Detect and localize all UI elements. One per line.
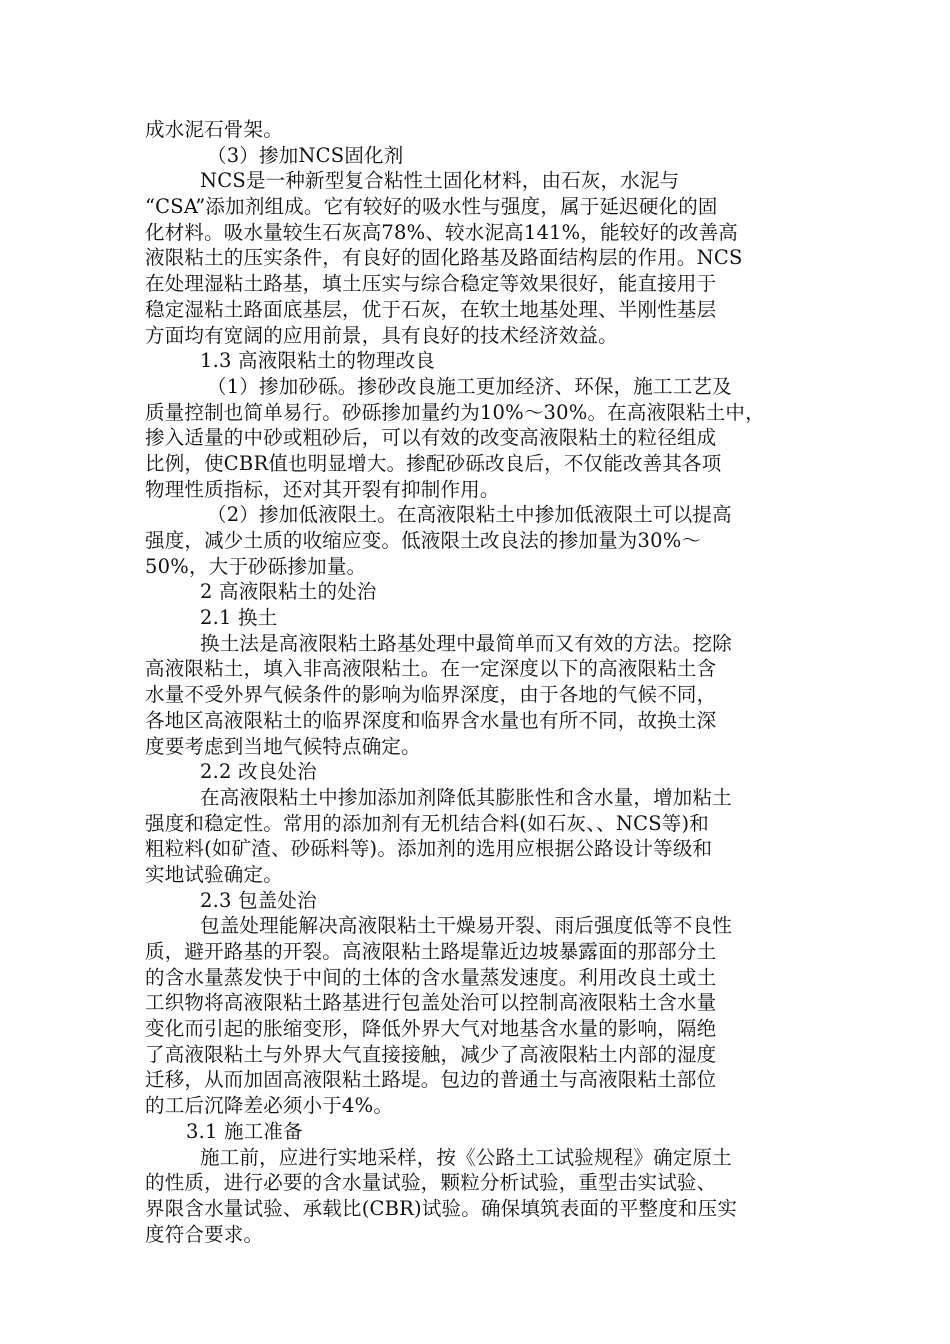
text-line: 变化而引起的胀缩变形，降低外界大气对地基含水量的影响，隔绝 — [145, 1017, 717, 1041]
text-line: 在高液限粘土中掺加添加剂降低其膨胀性和含水量，增加粘土 — [200, 785, 732, 809]
text-line: 的工后沉降差必须小于4%。 — [145, 1094, 394, 1118]
text-line: 度要考虑到当地气候特点确定。 — [145, 734, 421, 758]
section-heading: 3.1 施工准备 — [186, 1119, 303, 1143]
text-line: 的含水量蒸发快于中间的土体的含水量蒸发速度。利用改良土或土 — [145, 965, 717, 989]
text-line: 稳定湿粘土路面底基层，优于石灰，在软土地基处理、半刚性基层 — [145, 297, 717, 321]
text-line: （2）掺加低液限土。在高液限粘土中掺加低液限土可以提高 — [207, 503, 732, 527]
text-line: 质，避开路基的开裂。高液限粘土路堤靠近边坡暴露面的那部分土 — [145, 940, 717, 963]
text-line: “CSA”添加剂组成。它有较好的吸水性与强度，属于延迟硬化的固 — [145, 195, 718, 219]
text-line: 化材料。吸水量较生石灰高78%、较水泥高141%，能较好的改善高 — [145, 220, 738, 244]
text-line: 包盖处理能解决高液限粘土干燥易开裂、雨后强度低等不良性 — [200, 914, 732, 938]
text-line: 迁移，从而加固高液限粘土路堤。包边的普通土与高液限粘土部位 — [145, 1068, 717, 1092]
text-line: 50%，大于砂砾掺加量。 — [145, 554, 367, 578]
text-line: 成水泥石骨架。 — [145, 118, 283, 141]
text-line: 了高液限粘土与外界大气直接接触，减少了高液限粘土内部的湿度 — [145, 1042, 717, 1066]
subheading: （3）掺加NCS固化剂 — [207, 143, 404, 167]
section-heading: 2.3 包盖处治 — [200, 888, 317, 912]
text-line: 在处理湿粘土路基，填土压实与综合稳定等效果很好，能直接用于 — [145, 272, 717, 296]
text-line: NCS是一种新型复合粘性土固化材料，由石灰，水泥与 — [200, 169, 680, 193]
text-line: 工织物将高液限粘土路基进行包盖处治可以控制高液限粘土含水量 — [145, 991, 717, 1015]
text-line: 实地试验确定。 — [145, 862, 283, 886]
text-line: 强度，减少土质的收缩应变。低液限土改良法的掺加量为30%～ — [145, 529, 702, 552]
text-line: （1）掺加砂砾。掺砂改良施工更加经济、环保，施工工艺及 — [207, 374, 732, 398]
section-heading: 2 高液限粘土的处治 — [200, 580, 377, 604]
text-line: 液限粘土的压实条件，有良好的固化路基及路面结构层的作用。NCS — [145, 246, 743, 270]
text-line: 界限含水量试验、承载比(CBR)试验。确保填筑表面的平整度和压实 — [145, 1196, 738, 1220]
text-line: 水量不受外界气候条件的影响为临界深度，由于各地的气候不同， — [145, 683, 717, 707]
text-line: 物理性质指标，还对其开裂有抑制作用。 — [145, 477, 500, 501]
text-line: 粗粒料(如矿渣、砂砾料等)。添加剂的选用应根据公路设计等级和 — [145, 837, 713, 861]
section-heading: 2.1 换土 — [200, 606, 278, 630]
text-line: 的性质，进行必要的含水量试验，颗粒分析试验，重型击实试验、 — [145, 1171, 717, 1195]
text-line: 换土法是高液限粘土路基处理中最简单而又有效的方法。挖除 — [200, 631, 732, 655]
text-line: 强度和稳定性。常用的添加剂有无机结合料(如石灰、、NCS等)和 — [145, 811, 710, 835]
text-line: 比例，使CBR值也明显增大。掺配砂砾改良后，不仅能改善其各项 — [145, 451, 722, 475]
section-heading: 2.2 改良处治 — [200, 760, 317, 784]
document-body — [145, 117, 805, 1247]
text-line: 各地区高液限粘土的临界深度和临界含水量也有所不同，故换土深 — [145, 708, 717, 732]
text-line: 掺入适量的中砂或粗砂后，可以有效的改变高液限粘土的粒径组成 — [145, 426, 717, 450]
text-line: 施工前，应进行实地采样，按《公路土工试验规程》确定原土 — [200, 1145, 732, 1169]
text-line: 质量控制也简单易行。砂砾掺加量约为10%～30%。在高液限粘土中， — [145, 400, 765, 424]
section-heading: 1.3 高液限粘土的物理改良 — [200, 349, 436, 373]
text-line: 方面均有宽阔的应用前景，具有良好的技术经济效益。 — [145, 323, 618, 347]
text-line: 度符合要求。 — [145, 1222, 264, 1246]
text-line: 高液限粘土，填入非高液限粘土。在一定深度以下的高液限粘土含 — [145, 657, 717, 681]
